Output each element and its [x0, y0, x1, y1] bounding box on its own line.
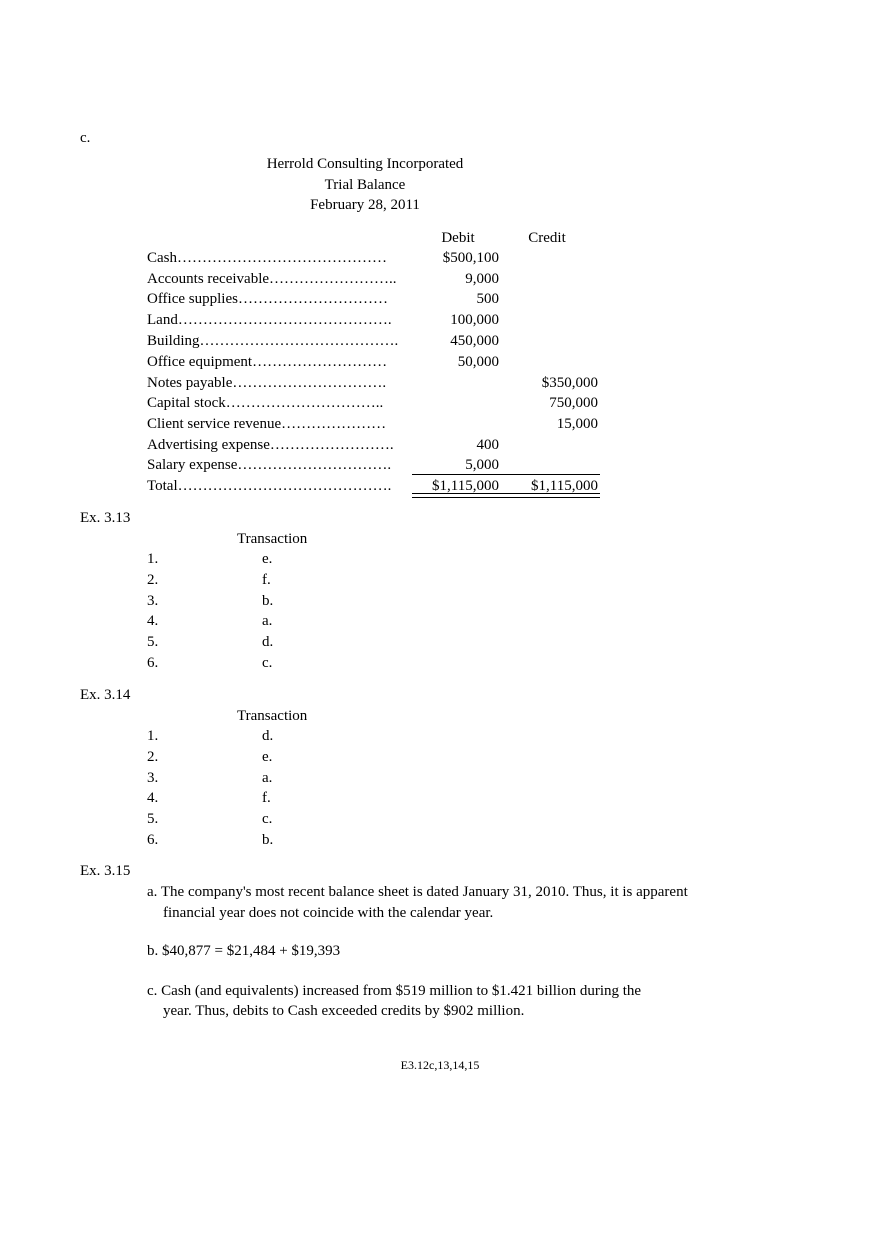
debit-amount: 9,000 — [465, 271, 499, 287]
list-item-transaction: a. — [262, 613, 273, 629]
part-c-label: c. — [80, 130, 91, 146]
total-debit: $1,115,000 — [432, 478, 499, 494]
list-item-number: 6. — [147, 832, 159, 848]
debit-amount: 50,000 — [457, 354, 499, 370]
ex-3-14-header: Transaction — [237, 708, 308, 724]
list-item-number: 4. — [147, 790, 159, 806]
list-item-transaction: f. — [262, 790, 271, 806]
credit-amount: $350,000 — [541, 375, 598, 391]
account-name: Capital stock………………………….. — [147, 395, 384, 411]
account-name: Notes payable…………………………. — [147, 375, 387, 391]
ex-3-15-b: b. $40,877 = $21,484 + $19,393 — [147, 943, 341, 959]
total-double-rule — [412, 493, 600, 498]
ex-3-15-a-line2: financial year does not coincide with the calendar year. — [163, 905, 494, 921]
company-name: Herrold Consulting Incorporated — [266, 156, 464, 172]
subtotal-rule — [412, 474, 600, 475]
debit-amount: 450,000 — [450, 333, 499, 349]
account-name: Building…………………………………. — [147, 333, 399, 349]
account-name: Client service revenue………………… — [147, 416, 387, 432]
list-item-number: 5. — [147, 634, 159, 650]
list-item-transaction: f. — [262, 572, 271, 588]
ex-3-15-a-line1: a. The company's most recent balance sheet is dated January 31, 2010. Thus, it is apparent — [147, 884, 688, 900]
page-footer: E3.12c,13,14,15 — [400, 1058, 480, 1072]
list-item-transaction: c. — [262, 655, 273, 671]
total-label: Total……………………………………. — [147, 478, 392, 494]
list-item-number: 4. — [147, 613, 159, 629]
account-name: Accounts receivable…………………….. — [147, 271, 397, 287]
account-name: Advertising expense……………………. — [147, 437, 394, 453]
list-item-transaction: b. — [262, 832, 274, 848]
list-item-number: 1. — [147, 551, 159, 567]
debit-amount: 5,000 — [465, 457, 499, 473]
account-name: Office equipment……………………… — [147, 354, 388, 370]
account-name: Land……………………………………. — [147, 312, 392, 328]
credit-header: Credit — [528, 230, 566, 246]
account-name: Salary expense…………………………. — [147, 457, 392, 473]
list-item-transaction: d. — [262, 728, 274, 744]
list-item-transaction: d. — [262, 634, 274, 650]
ex-3-15-label: Ex. 3.15 — [80, 863, 131, 879]
list-item-transaction: c. — [262, 811, 273, 827]
total-credit: $1,115,000 — [531, 478, 598, 494]
list-item-number: 1. — [147, 728, 159, 744]
list-item-number: 2. — [147, 572, 159, 588]
debit-amount: 100,000 — [450, 312, 499, 328]
list-item-number: 5. — [147, 811, 159, 827]
debit-amount: 400 — [476, 437, 499, 453]
list-item-transaction: b. — [262, 593, 274, 609]
list-item-transaction: e. — [262, 551, 273, 567]
account-name: Cash…………………………………… — [147, 250, 387, 266]
list-item-number: 3. — [147, 593, 159, 609]
statement-title: Trial Balance — [324, 177, 406, 193]
ex-3-13-label: Ex. 3.13 — [80, 510, 131, 526]
credit-amount: 750,000 — [549, 395, 598, 411]
debit-header: Debit — [441, 230, 475, 246]
ex-3-15-c-line1: c. Cash (and equivalents) increased from $519 million to $1.421 billion during the — [147, 983, 642, 999]
debit-amount: 500 — [476, 291, 499, 307]
ex-3-14-label: Ex. 3.14 — [80, 687, 131, 703]
credit-amount: 15,000 — [556, 416, 598, 432]
ex-3-15-c-line2: year. Thus, debits to Cash exceeded credits by $902 million. — [163, 1003, 525, 1019]
statement-date: February 28, 2011 — [310, 197, 420, 213]
list-item-number: 3. — [147, 770, 159, 786]
list-item-transaction: e. — [262, 749, 273, 765]
account-name: Office supplies………………………… — [147, 291, 388, 307]
debit-amount: $500,100 — [442, 250, 499, 266]
list-item-number: 2. — [147, 749, 159, 765]
list-item-number: 6. — [147, 655, 159, 671]
list-item-transaction: a. — [262, 770, 273, 786]
ex-3-13-header: Transaction — [237, 531, 308, 547]
